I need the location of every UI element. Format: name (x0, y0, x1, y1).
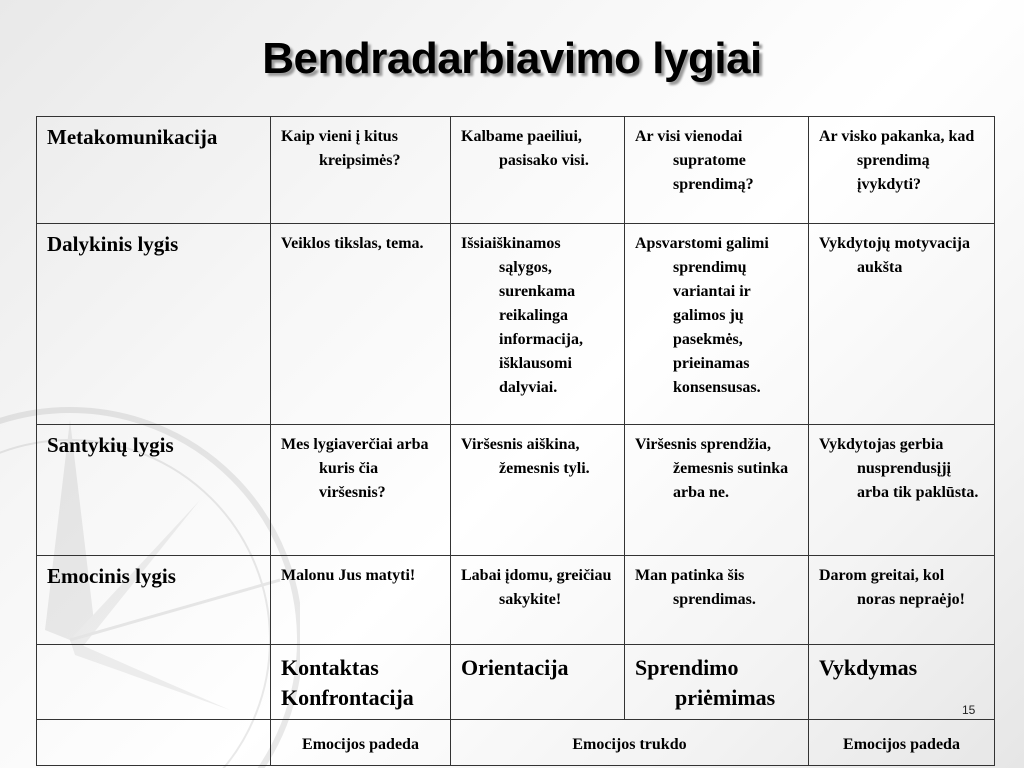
table-row (37, 224, 995, 425)
table-row (37, 425, 995, 556)
row-header: Metakomunikacija (37, 117, 271, 224)
emotions-hinder-cell: Emocijos trukdo (451, 720, 809, 766)
slide-title: Bendradarbiavimo lygiai (262, 34, 762, 83)
row-header: Dalykinis lygis (37, 224, 271, 425)
table-cell: Mes lygiaverčiai arba kuris čia viršesnis? (281, 436, 429, 501)
table-cell: Viršesnis sprendžia, žemesnis sutinka arba ne. (635, 436, 789, 501)
table-cell: Kaip vieni į kitus kreipsimės? (281, 128, 401, 169)
table-row (37, 556, 995, 645)
table-cell: Vykdytojų motyvacija aukšta (819, 235, 970, 276)
table-cell: Ar visi vienodai supratome sprendimą? (635, 128, 754, 193)
phase-cell: Vykdymas (819, 655, 918, 680)
page-number: 15 (962, 703, 976, 717)
table-cell: Išsiaiškinamos sąlygos, surenkama reikalinga informacija, išklausomi dalyviai. (461, 235, 583, 396)
emotions-helps-cell: Emocijos padeda (809, 720, 995, 766)
emotions-row (37, 720, 995, 766)
table-cell: Ar visko pakanka, kad sprendimą įvykdyti? (819, 128, 975, 193)
phases-row (37, 645, 995, 720)
emotions-helps-cell: Emocijos padeda (271, 720, 451, 766)
phase-cell: Sprendimo priėmimas (635, 655, 776, 710)
table-cell: Labai įdomu, greičiau sakykite! (461, 567, 612, 608)
table-cell: Apsvarstomi galimi sprendimų variantai ir galimos jų pasekmės, prieinamas konsensusas. (635, 235, 769, 396)
table-cell: Vykdytojas gerbia nusprendusįjį arba tik paklūsta. (819, 436, 979, 501)
phase-cell: Orientacija (461, 655, 569, 680)
row-header (37, 645, 271, 720)
table-cell: Kalbame paeiliui, pasisako visi. (461, 128, 589, 169)
collaboration-levels-table (36, 116, 995, 766)
table-row (37, 117, 995, 224)
row-header (37, 720, 271, 766)
table-cell: Veiklos tikslas, tema. (281, 235, 424, 252)
row-header: Santykių lygis (37, 425, 271, 556)
table-cell: Viršesnis aiškina, žemesnis tyli. (461, 436, 590, 477)
table-cell: Darom greitai, kol noras nepraėjo! (819, 567, 965, 608)
table-cell: Malonu Jus matyti! (281, 567, 416, 584)
table-cell: Man patinka šis sprendimas. (635, 567, 756, 608)
row-header: Emocinis lygis (37, 556, 271, 645)
phase-cell: Kontaktas Konfrontacija (281, 655, 414, 710)
